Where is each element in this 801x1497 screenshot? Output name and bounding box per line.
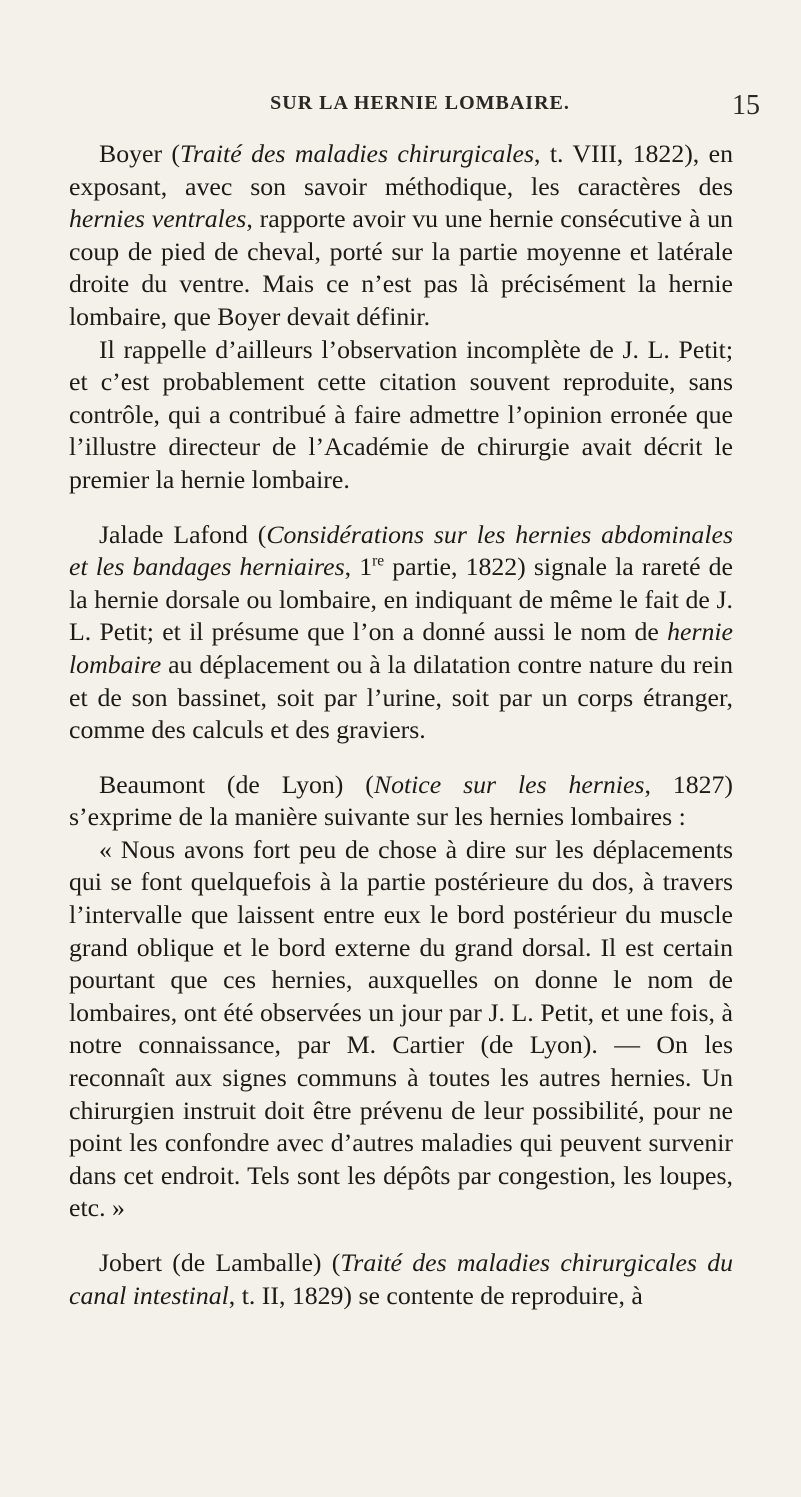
paragraph-beaumont (69, 769, 733, 834)
italic-title: hernie lombaire (69, 617, 733, 679)
running-head (60, 90, 780, 130)
text-run: Il rappelle d’ailleurs l’observation incomplète de J. L. Petit; et c’est probablement cette citation souvent reproduite, sans contrôle, qui a contribué à faire admettre l’opinion erronée que l’illustre directeur de l’Académie de chirurgie avait décrit le premier la hernie lombaire. (69, 334, 733, 494)
text-run: Jobert (de Lamballe) ( (99, 1248, 341, 1277)
text-run: , t. II, 1829) se contente de reproduire, à (228, 1280, 643, 1310)
italic-title: Traité des maladies chirurgicales du canal intestinal (69, 1248, 733, 1310)
text-run: Boyer ( (99, 139, 181, 168)
body-text (69, 138, 733, 1312)
page-number: 15 (732, 90, 760, 121)
paragraph-jobert (69, 1247, 733, 1312)
text-run: , t. VIII, 1822), en exposant, avec son savoir méthodique, les caractères des (69, 139, 733, 201)
italic-title: Considérations sur les hernies abdominales et les bandages herniaires (69, 519, 733, 582)
paragraph-beaumont-quote (69, 834, 733, 1225)
paragraph-petit-observation (69, 334, 733, 497)
text-run: partie, 1822) signale la rareté de la hernie dorsale ou lombaire, en indiquant de même le fait de J. L. Petit; et il présume que l’on a donné aussi le nom de (69, 552, 733, 647)
text-run: au déplacement ou à la dilatation contre nature du rein et de son bassinet, soit par l’urine, soit par un corps étranger, comme des calculs et des graviers. (69, 649, 733, 745)
text-run: , rapporte avoir vu une hernie consécutive à un coup de pied de cheval, porté sur la partie moyenne et latérale droite du ventre. Mais ce n’est pas là précisément la hernie lombaire, que Boyer devait définir. (69, 204, 733, 331)
text-run: , 1827) s’exprime de la manière suivante sur les hernies lombaires : (69, 769, 733, 832)
text-run: , 1 (344, 552, 373, 582)
italic-title: hernies ventrales (69, 204, 247, 234)
text-run: « Nous avons fort peu de chose à dire sur les déplacements qui se font quelquefois à la partie postérieure du dos, à travers l’intervalle que laissent entre eux le bord postérieur du muscle grand oblique et le bord externe du grand dorsal. Il est certain pourtant que ces hernies, auxquelles on donne le nom de lombaires, ont été observées un jour par J. L. Petit, et une fois, à notre connaissance, par M. Cartier (de Lyon). — On les reconnaît aux signes communs à toutes les autres hernies. Un chirurgien instruit doit être prévenu de leur possibilité, pour ne point les confondre avec d’autres maladies qui peuvent survenir dans cet endroit. Tels sont les dépôts par congestion, les loupes, etc. » (69, 834, 733, 1223)
text-run: Beaumont (de Lyon) ( (99, 769, 374, 799)
text-run: Jalade Lafond ( (99, 519, 267, 549)
italic-title: Traité des maladies chirurgicales (180, 139, 534, 168)
italic-title: Notice sur les hernies (373, 769, 645, 799)
paragraph-jalade-lafond (69, 519, 733, 747)
paragraph-boyer (69, 138, 733, 334)
running-title: SUR LA HERNIE LOMBAIRE. (270, 92, 570, 114)
superscript-text: re (372, 552, 385, 570)
